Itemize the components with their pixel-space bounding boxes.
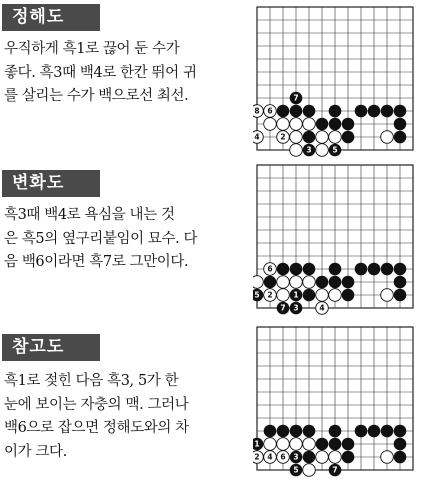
move-number: 6 [280, 452, 286, 462]
black-stone [316, 438, 329, 451]
move-number: 6 [267, 106, 273, 116]
white-stone [381, 451, 394, 464]
move-number: 5 [332, 145, 338, 155]
black-stone [394, 276, 407, 289]
black-stone [342, 289, 355, 302]
black-stone [329, 118, 342, 131]
section-description: 흑1로 젖힌 다음 흑3, 5가 한 눈에 보이는 자충의 맥. 그러나 백6으로 잡으면 정해도와의 차 이가 크다. [4, 373, 189, 460]
black-stone [355, 105, 368, 118]
black-stone [394, 451, 407, 464]
white-stone [264, 118, 277, 131]
white-stone [329, 289, 342, 302]
white-stone [329, 131, 342, 144]
black-stone [368, 105, 381, 118]
black-stone [290, 263, 303, 276]
white-stone [290, 276, 303, 289]
white-stone [303, 464, 316, 477]
black-stone [355, 263, 368, 276]
move-number: 1 [254, 439, 260, 449]
white-stone [290, 144, 303, 157]
black-stone [329, 276, 342, 289]
move-number: 4 [319, 303, 325, 313]
black-stone [303, 451, 316, 464]
black-stone [303, 263, 316, 276]
black-stone [394, 131, 407, 144]
white-stone [277, 438, 290, 451]
black-stone [303, 425, 316, 438]
black-stone [316, 276, 329, 289]
move-number: 1 [293, 132, 299, 142]
go-board-diagram [253, 324, 430, 482]
black-stone [290, 105, 303, 118]
white-stone [277, 118, 290, 131]
white-stone [290, 438, 303, 451]
section-title: 참고도 [2, 334, 100, 361]
black-stone [329, 263, 342, 276]
move-number: 2 [280, 132, 286, 142]
black-stone [277, 105, 290, 118]
white-stone [316, 131, 329, 144]
black-stone [303, 105, 316, 118]
section-variation [0, 162, 430, 324]
go-board-svg [253, 324, 430, 482]
move-number: 3 [293, 303, 299, 313]
go-board-svg [253, 4, 430, 162]
move-number: 3 [293, 452, 299, 462]
white-stone [381, 131, 394, 144]
black-stone [381, 263, 394, 276]
black-stone [394, 289, 407, 302]
move-number: 1 [293, 290, 299, 300]
go-board-diagram [253, 4, 430, 162]
black-stone [316, 118, 329, 131]
move-number: 2 [267, 290, 273, 300]
white-stone [329, 451, 342, 464]
black-stone [355, 425, 368, 438]
white-stone [253, 276, 263, 289]
section-correct-answer [0, 0, 430, 162]
go-board-diagram [253, 162, 430, 320]
white-stone [264, 438, 277, 451]
move-number: 5 [293, 465, 299, 475]
white-stone [303, 276, 316, 289]
black-stone [342, 131, 355, 144]
black-stone [368, 263, 381, 276]
black-stone [277, 263, 290, 276]
white-stone [316, 451, 329, 464]
move-number: 4 [254, 132, 260, 142]
section-title: 정해도 [2, 4, 100, 31]
white-stone [277, 289, 290, 302]
black-stone [290, 425, 303, 438]
white-stone [381, 289, 394, 302]
move-number: 4 [267, 452, 273, 462]
move-number: 7 [293, 93, 299, 103]
black-stone [277, 425, 290, 438]
black-stone [342, 451, 355, 464]
move-number: 5 [254, 290, 260, 300]
black-stone [264, 425, 277, 438]
black-stone [329, 425, 342, 438]
white-stone [277, 276, 290, 289]
black-stone [394, 263, 407, 276]
black-stone [303, 289, 316, 302]
white-stone [303, 118, 316, 131]
move-number: 3 [306, 145, 312, 155]
black-stone [394, 425, 407, 438]
black-stone [394, 105, 407, 118]
black-stone [394, 118, 407, 131]
move-number: 7 [280, 303, 286, 313]
black-stone [394, 438, 407, 451]
move-number: 6 [267, 264, 273, 274]
black-stone [368, 425, 381, 438]
move-number: 7 [332, 465, 338, 475]
white-stone [316, 144, 329, 157]
black-stone [303, 131, 316, 144]
black-stone [381, 425, 394, 438]
white-stone [316, 289, 329, 302]
section-description: 우직하게 흑1로 끊어 둔 수가 좋다. 흑3때 백4로 한칸 뛰어 귀 를 살리는 수가 백으로선 최선. [4, 41, 197, 104]
black-stone [329, 438, 342, 451]
move-number: 2 [254, 452, 260, 462]
black-stone [342, 118, 355, 131]
black-stone [264, 276, 277, 289]
section-description: 흑3때 백4로 욕심을 내는 것 은 흑5의 옆구리붙임이 묘수. 다 음 백6이라면 흑7로 그만이다. [4, 207, 198, 270]
black-stone [342, 276, 355, 289]
black-stone [342, 438, 355, 451]
black-stone [329, 105, 342, 118]
white-stone [290, 118, 303, 131]
go-board-svg [253, 162, 430, 320]
section-title: 변화도 [2, 170, 100, 197]
move-number: 8 [254, 106, 260, 116]
section-reference [0, 324, 430, 486]
black-stone [381, 105, 394, 118]
white-stone [303, 438, 316, 451]
